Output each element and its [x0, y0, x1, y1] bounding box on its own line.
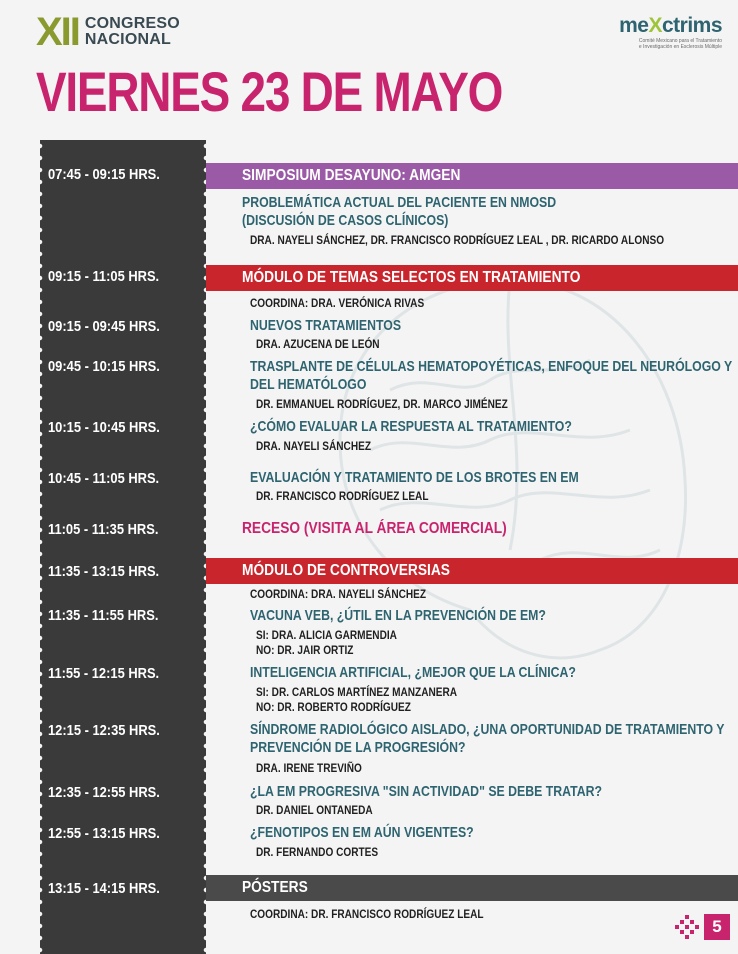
- session-title: SÍNDROME RADIOLÓGICO AISLADO, ¿UNA OPORTUNIDAD DE TRATAMIENTO Y: [250, 721, 725, 738]
- session-title: ¿FENOTIPOS EN EM AÚN VIGENTES?: [250, 824, 474, 841]
- session-band-posters: [206, 875, 738, 901]
- session-title: VACUNA VEB, ¿ÚTIL EN LA PREVENCIÓN DE EM?: [250, 607, 546, 624]
- congress-words: [85, 16, 180, 48]
- session-title: TRASPLANTE DE CÉLULAS HEMATOPOYÉTICAS, ENFOQUE DEL NEURÓLOGO Y: [250, 358, 733, 375]
- band-title: SIMPOSIUM DESAYUNO: AMGEN: [242, 167, 461, 184]
- logo-suffix: ctrims: [661, 14, 722, 37]
- session-band-module: [206, 558, 738, 584]
- time-slot: 12:55 - 13:15 HRS.: [48, 825, 160, 842]
- session-title: INTELIGENCIA ARTIFICIAL, ¿MEJOR QUE LA CLÍNICA?: [250, 664, 576, 681]
- session-speakers: DR. DANIEL ONTANEDA: [256, 803, 373, 817]
- recess-title: RECESO (VISITA AL ÁREA COMERCIAL): [242, 520, 507, 537]
- congress-line2: NACIONAL: [84, 31, 171, 48]
- session-title: DEL HEMATÓLOGO: [250, 376, 367, 393]
- time-slot: 09:15 - 11:05 HRS.: [48, 268, 160, 285]
- session-speakers: DRA. NAYELI SÁNCHEZ, DR. FRANCISCO RODRÍGUEZ LEAL , DR. RICARDO ALONSO: [250, 233, 665, 247]
- session-title: ¿LA EM PROGRESIVA "SIN ACTIVIDAD" SE DEBE TRATAR?: [250, 783, 602, 800]
- congress-numeral: XII: [36, 10, 79, 54]
- logo-x: X: [648, 14, 662, 37]
- module-coordinator: COORDINA: DRA. NAYELI SÁNCHEZ: [250, 587, 427, 601]
- session-title: ¿CÓMO EVALUAR LA RESPUESTA AL TRATAMIENTO?: [250, 418, 572, 435]
- page-number: 5: [704, 914, 730, 940]
- logo-subtitle-1: Comité Mexicano para el Tratamiento: [638, 38, 722, 44]
- logo-subtitle-2: e Investigación en Esclerosis Múltiple: [638, 44, 722, 50]
- time-slot: 09:45 - 10:15 HRS.: [48, 358, 160, 375]
- session-band-module: [206, 265, 738, 291]
- session-speakers: DR. EMMANUEL RODRÍGUEZ, DR. MARCO JIMÉNEZ: [256, 397, 508, 411]
- time-slot: 11:55 - 12:15 HRS.: [48, 665, 160, 682]
- time-slot: 13:15 - 14:15 HRS.: [48, 880, 160, 897]
- congress-line1: CONGRESO: [84, 15, 180, 32]
- module-coordinator: COORDINA: DRA. VERÓNICA RIVAS: [250, 296, 425, 310]
- session-speakers: DRA. IRENE TREVIÑO: [256, 761, 362, 775]
- session-title: NUEVOS TRATAMIENTOS: [250, 317, 402, 334]
- debate-si: SI: DR. CARLOS MARTÍNEZ MANZANERA: [256, 685, 458, 699]
- session-speakers: DR. FERNANDO CORTES: [256, 845, 379, 859]
- session-band-symposium: [206, 163, 738, 189]
- session-speakers: DRA. NAYELI SÁNCHEZ: [256, 439, 372, 453]
- debate-si: SI: DRA. ALICIA GARMENDIA: [256, 628, 397, 642]
- session-title: PROBLEMÁTICA ACTUAL DEL PACIENTE EN NMOSD: [242, 194, 557, 211]
- time-slot: 07:45 - 09:15 HRS.: [48, 166, 160, 183]
- congress-brand: [36, 10, 180, 54]
- ornament-icon: [674, 914, 700, 940]
- module-coordinator: COORDINA: DR. FRANCISCO RODRÍGUEZ LEAL: [250, 907, 484, 921]
- time-slot: 09:15 - 09:45 HRS.: [48, 318, 160, 335]
- time-slot: 11:05 - 11:35 HRS.: [48, 521, 159, 538]
- time-slot: 11:35 - 13:15 HRS.: [48, 563, 160, 580]
- band-title: MÓDULO DE CONTROVERSIAS: [242, 562, 450, 579]
- band-title: MÓDULO DE TEMAS SELECTOS EN TRATAMIENTO: [242, 269, 581, 286]
- session-title: EVALUACIÓN Y TRATAMIENTO DE LOS BROTES EN EM: [250, 469, 579, 486]
- band-title: PÓSTERS: [242, 879, 308, 896]
- session-speakers: DR. FRANCISCO RODRÍGUEZ LEAL: [256, 489, 429, 503]
- time-slot: 12:15 - 12:35 HRS.: [48, 722, 160, 739]
- time-slot: 10:45 - 11:05 HRS.: [48, 470, 160, 487]
- time-slot: 10:15 - 10:45 HRS.: [48, 419, 160, 436]
- time-slot: 11:35 - 11:55 HRS.: [48, 607, 159, 624]
- debate-no: NO: DR. ROBERTO RODRÍGUEZ: [256, 700, 411, 714]
- logo-prefix: me: [619, 14, 649, 37]
- page-title: VIERNES 23 DE MAYO: [36, 60, 503, 123]
- mexctrims-logo: [612, 14, 722, 50]
- session-speakers: DRA. AZUCENA DE LEÓN: [256, 337, 380, 351]
- logo-wordmark: [612, 14, 722, 38]
- time-slot: 12:35 - 12:55 HRS.: [48, 784, 160, 801]
- session-title: PREVENCIÓN DE LA PROGRESIÓN?: [250, 739, 466, 756]
- session-title: (DISCUSIÓN DE CASOS CLÍNICOS): [242, 212, 449, 229]
- debate-no: NO: DR. JAIR ORTIZ: [256, 643, 354, 657]
